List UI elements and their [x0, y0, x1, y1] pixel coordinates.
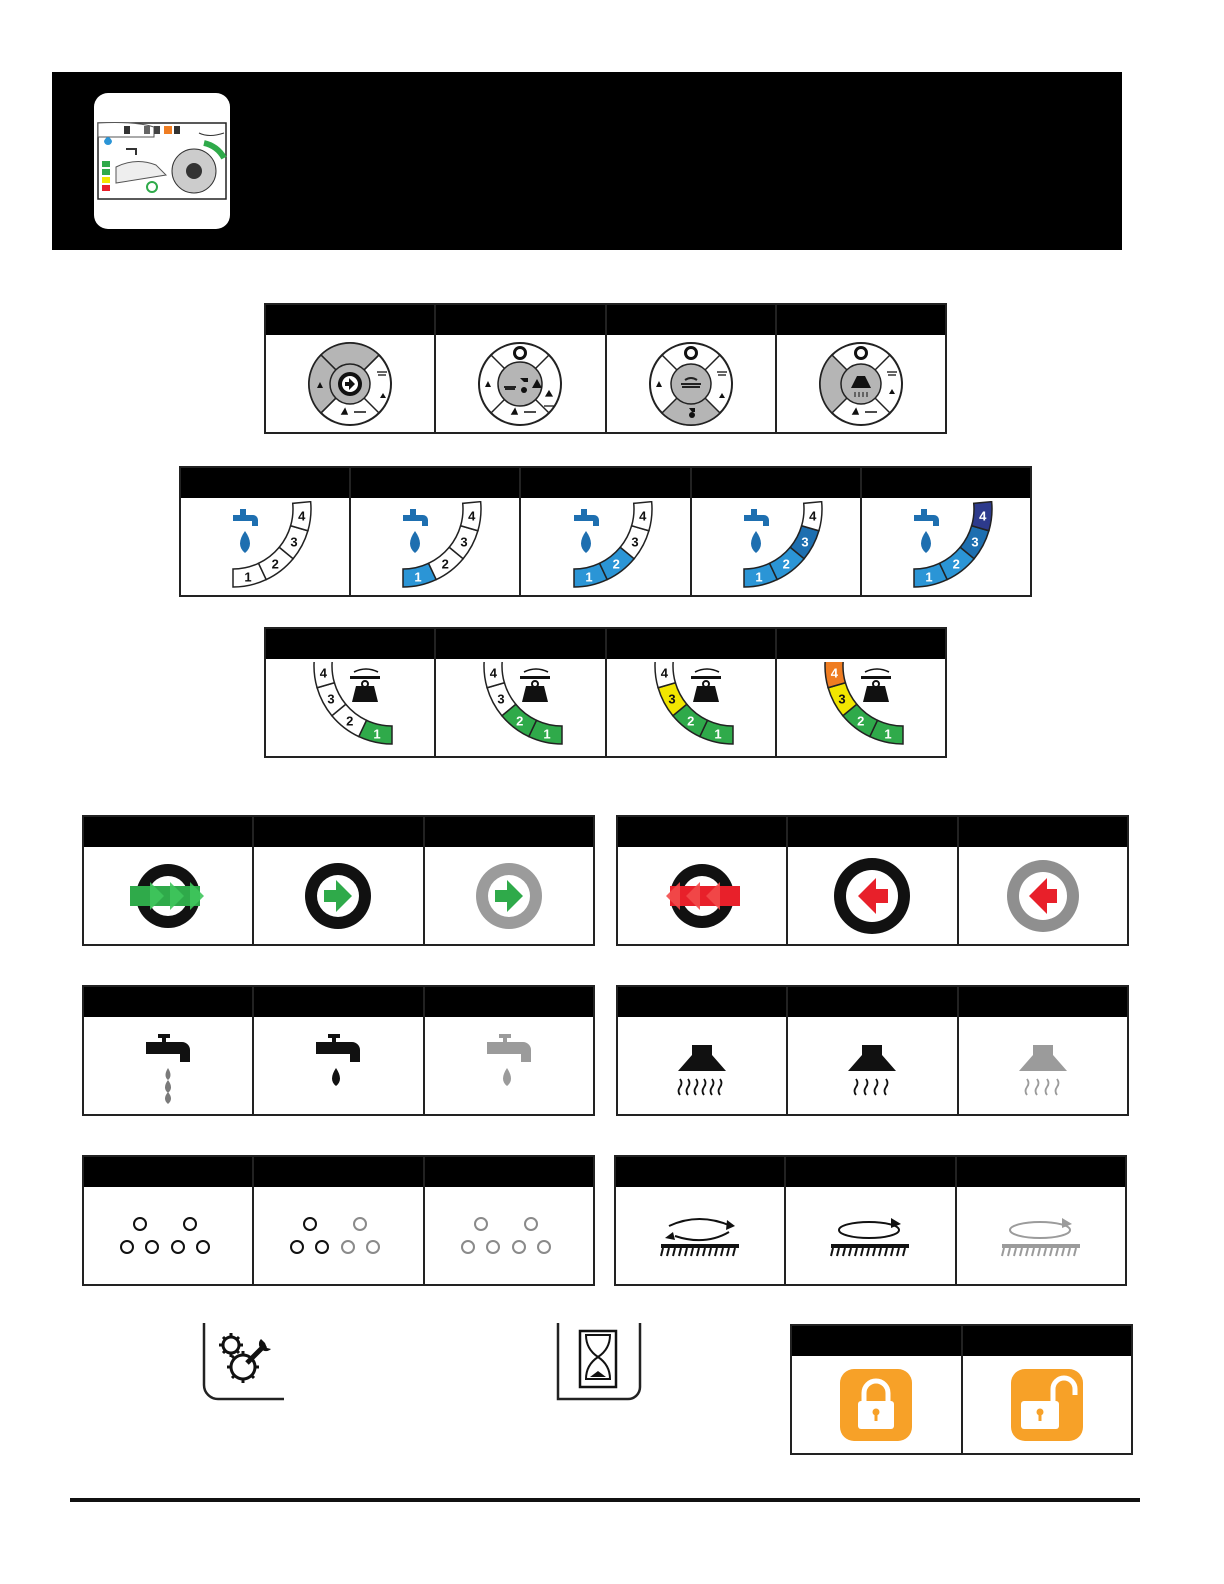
- brush-pressure-segment-label: 4: [660, 664, 668, 680]
- water-flow-segment-label: 4: [468, 507, 476, 523]
- water-flow-segment-label: 2: [271, 556, 280, 572]
- brush-table: [614, 1155, 1127, 1286]
- brush-pressure-segment-label: 2: [686, 713, 694, 729]
- water-flow-segment-label: 1: [414, 568, 422, 584]
- brush-pressure-segment: [314, 662, 334, 688]
- water-flow-segment-label: 4: [638, 507, 646, 523]
- water-flow-segment-label: 4: [978, 507, 987, 523]
- water-flow-cell: [349, 468, 519, 595]
- forward-active-icon: [126, 860, 210, 932]
- vacuum-high-icon: [670, 1031, 734, 1101]
- brush-pressure-segment-label: 4: [830, 664, 838, 680]
- water-flow-cell: [860, 468, 1030, 595]
- water-flow-level-icon: [896, 501, 996, 593]
- brush-pressure-segment-label: 2: [516, 713, 524, 729]
- brush-pressure-segment-label: 2: [856, 713, 865, 729]
- water-flow-cell: [181, 468, 349, 595]
- control-panel-overview-icon: [94, 93, 230, 229]
- mode-dial-table: [264, 303, 947, 434]
- reverse-off-icon: [1005, 858, 1081, 934]
- water-flow-segment-label: 1: [584, 568, 593, 584]
- brush-pressure-cell: [605, 629, 775, 756]
- water-flow-segment-label: 2: [441, 556, 450, 572]
- brush-pressure-table: [264, 627, 947, 758]
- water-flow-cell: [690, 468, 860, 595]
- water-flow-segment: [461, 501, 481, 530]
- water-flow-segment: [801, 501, 821, 530]
- brush-pressure-level-icon: [811, 662, 911, 754]
- solution-table: [82, 985, 595, 1116]
- water-flow-segment-label: 3: [290, 533, 298, 549]
- mode-dial-cell: [775, 305, 945, 432]
- reverse-table: [616, 815, 1129, 946]
- brush-pressure-segment-label: 3: [327, 690, 335, 706]
- forward-table: [82, 815, 595, 946]
- mode-dial-cell: [605, 305, 775, 432]
- mode-dial-sweep-icon: [648, 341, 734, 427]
- water-flow-segment-label: 2: [782, 556, 790, 572]
- water-flow-segment-label: 3: [630, 533, 639, 549]
- water-flow-level-icon: [385, 501, 485, 593]
- brush-pressure-cell: [434, 629, 604, 756]
- dots-full-icon: [118, 1216, 218, 1256]
- water-flow-segment-label: 2: [612, 556, 620, 572]
- brush-pressure-segment-label: 3: [497, 690, 506, 706]
- lock-table: [790, 1324, 1133, 1455]
- forward-off-icon: [474, 861, 544, 931]
- brush-pressure-cell: [266, 629, 434, 756]
- water-flow-segment-label: 2: [952, 556, 960, 572]
- brush-off-icon: [996, 1214, 1086, 1258]
- water-flow-segment-label: 1: [755, 568, 763, 584]
- vacuum-on-icon: [840, 1031, 904, 1101]
- brush-pressure-segment-label: 4: [319, 664, 328, 680]
- mode-dial-transport-icon: [307, 341, 393, 427]
- lock-locked-icon: [838, 1367, 914, 1443]
- brush-pressure-segment-label: 2: [346, 713, 354, 729]
- reverse-on-icon: [832, 856, 912, 936]
- water-flow-segment-label: 4: [808, 507, 817, 523]
- water-flow-segment: [631, 501, 651, 530]
- mode-dial-cell: [266, 305, 434, 432]
- solution-on-icon: [308, 1026, 368, 1106]
- mode-dial-vacuum-icon: [818, 341, 904, 427]
- water-flow-segment-label: 3: [801, 533, 809, 549]
- brush-pressure-level-icon: [641, 662, 741, 754]
- dots-partial-icon: [288, 1216, 388, 1256]
- reverse-active-icon: [660, 860, 744, 932]
- brush-pressure-segment-label: 4: [490, 664, 498, 680]
- dots-table: [82, 1155, 595, 1286]
- footer-rule: [70, 1498, 1140, 1502]
- brush-pressure-segment: [825, 662, 845, 688]
- service-gear-wrench-icon: [201, 1323, 287, 1403]
- hourglass-icon: [556, 1323, 642, 1403]
- brush-pressure-segment-label: 3: [838, 690, 846, 706]
- forward-on-icon: [303, 861, 373, 931]
- vacuum-off-icon: [1011, 1031, 1075, 1101]
- water-flow-segment-label: 3: [971, 533, 979, 549]
- water-flow-level-icon: [726, 501, 826, 593]
- water-flow-segment-label: 1: [925, 568, 933, 584]
- brush-pressure-segment-label: 1: [373, 725, 381, 741]
- brush-pressure-segment: [484, 662, 504, 688]
- lock-unlocked-icon: [1009, 1367, 1085, 1443]
- vacuum-table: [616, 985, 1129, 1116]
- mode-dial-scrub-icon: [477, 341, 563, 427]
- brush-pressure-segment: [655, 662, 675, 688]
- brush-pressure-cell: [775, 629, 945, 756]
- brush-pressure-segment-label: 3: [668, 690, 676, 706]
- dots-off-icon: [459, 1216, 559, 1256]
- solution-high-icon: [138, 1026, 198, 1106]
- mode-dial-cell: [434, 305, 604, 432]
- brush-pressure-segment-label: 1: [884, 725, 892, 741]
- water-flow-segment-label: 1: [244, 568, 252, 584]
- water-flow-segment: [291, 501, 311, 530]
- brush-pressure-segment-label: 1: [543, 725, 551, 741]
- water-flow-level-icon: [556, 501, 656, 593]
- water-flow-segment: [972, 501, 992, 530]
- brush-pressure-level-icon: [300, 662, 400, 754]
- brush-pressure-segment-label: 1: [713, 725, 722, 741]
- solution-off-icon: [479, 1026, 539, 1106]
- water-flow-cell: [519, 468, 689, 595]
- brush-pressure-level-icon: [470, 662, 570, 754]
- water-flow-segment-label: 3: [460, 533, 468, 549]
- brush-double-icon: [655, 1214, 745, 1258]
- water-flow-table: [179, 466, 1032, 597]
- water-flow-level-icon: [215, 501, 315, 593]
- water-flow-segment-label: 4: [298, 507, 306, 523]
- brush-single-icon: [825, 1214, 915, 1258]
